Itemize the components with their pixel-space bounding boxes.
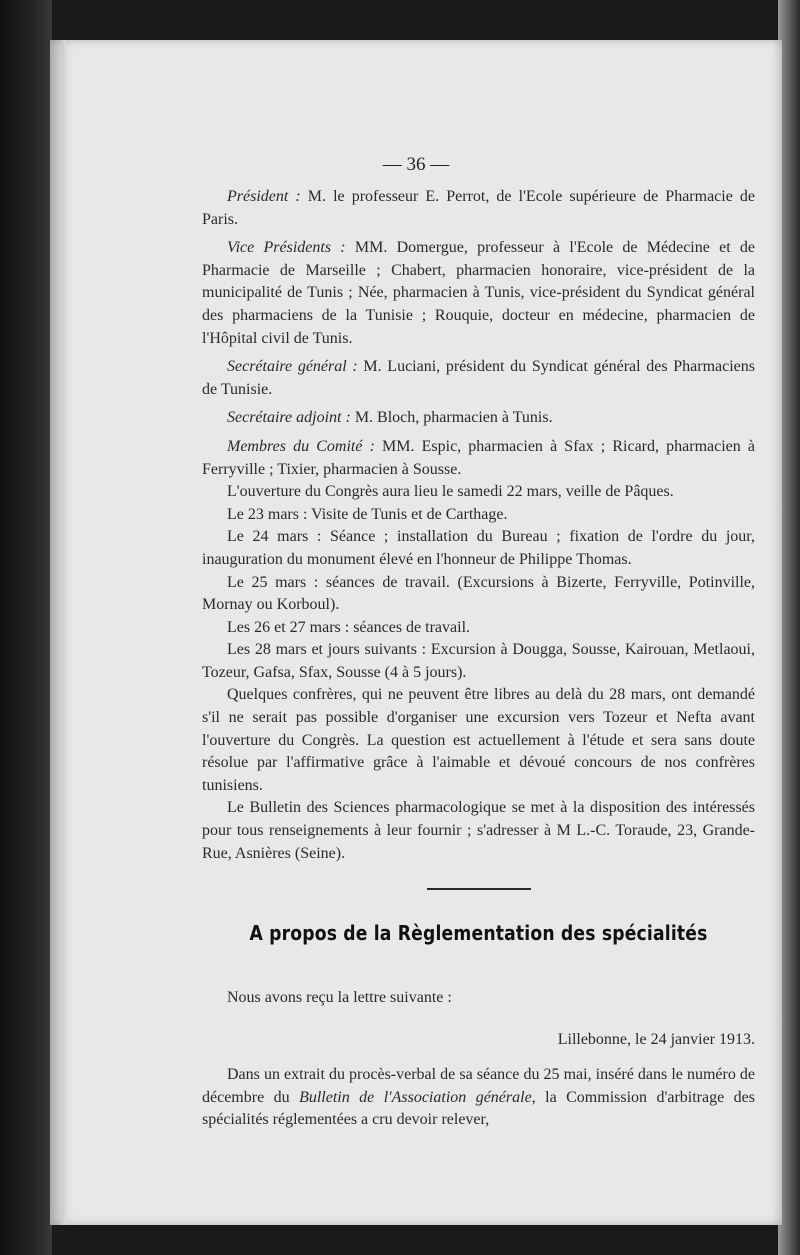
letter-body: Dans un extrait du procès-verbal de sa séance du 25 mai, inséré dans le numéro de décembre du Bulletin de l'Association générale, la Commission d'arbitrage des spécialités réglementées a cru devoir relever,: [202, 1066, 755, 1129]
page-content: [202, 186, 755, 1132]
paragraph-bulletin: Le Bulletin des Sciences pharmacologique se met à la disposition des intéressés pour tous renseignements à leur fournir ; s'adresser à M L.-C. Toraude, 23, Grande-Rue, Asnières (Seine).: [202, 799, 755, 862]
book-binding-edge: [0, 0, 52, 1255]
paragraph-secretaire-general: Secrétaire général : M. Luciani, président du Syndicat général des Pharmaciens de Tunisie.: [202, 358, 756, 398]
paragraph-ouverture: L'ouverture du Congrès aura lieu le samedi 22 mars, veille de Pâques.: [227, 483, 674, 501]
paragraph-vice-presidents: Vice Présidents : MM. Domergue, professeur à l'Ecole de Médecine et de Pharmacie de Marseille ; Chabert, pharmacien honoraire, vice-président de la municipalité de Tunis ; Née, pharmacien à Tunis, vice-président du Syndicat général des pharmaciens de la Tunisie ; Rouquie, docteur en médecine, pharmacien de l'Hôpital civil de Tunis.: [202, 239, 756, 347]
paragraph-confreres: Quelques confrères, qui ne peuvent être libres au delà du 28 mars, ont demandé s'il ne serait pas possible d'organiser une excursion vers Tozeur et Nefta avant l'ouverture du Congrès. La question est actuellement à l'étude et sera sans doute résolue par l'affirmative grâce à l'aimable et dévoué concours de nos confrères tunisiens.: [202, 686, 755, 794]
page-number: — 36 —: [382, 154, 450, 175]
paragraph-28-mars: Les 28 mars et jours suivants : Excursion à Dougga, Sousse, Kairouan, Metlaoui, Tozeur, Gafsa, Sfax, Sousse (4 à 5 jours).: [202, 641, 755, 681]
paragraph-membres-comite: Membres du Comité : MM. Espic, pharmacien à Sfax ; Ricard, pharmacien à Ferryville ; Tixier, pharmacien à Sousse.: [202, 437, 756, 478]
letter-dateline: Lillebonne, le 24 janvier 1913.: [557, 1031, 755, 1049]
paragraph-24-mars: Le 24 mars : Séance ; installation du Bureau ; fixation de l'ordre du jour, inauguration du monument élevé en l'honneur de Philippe Thomas.: [202, 528, 755, 568]
paragraph-secretaire-adjoint: Secrétaire adjoint : M. Bloch, pharmacien à Tunis.: [227, 409, 553, 427]
intro-line: Nous avons reçu la lettre suivante :: [227, 988, 452, 1006]
paragraph-23-mars: Le 23 mars : Visite de Tunis et de Carthage.: [227, 505, 508, 523]
section-title: A propos de la Règlementation des spécialités: [249, 921, 708, 946]
paragraph-26-27-mars: Les 26 et 27 mars : séances de travail.: [227, 618, 471, 636]
paragraph-president: Président : M. le professeur E. Perrot, de l'Ecole supérieure de Pharmacie de Paris.: [202, 188, 755, 228]
paragraph-25-mars: Le 25 mars : séances de travail. (Excursions à Bizerte, Ferryville, Potinville, Mornay ou Korboul).: [202, 573, 755, 614]
section-divider: [427, 888, 531, 890]
